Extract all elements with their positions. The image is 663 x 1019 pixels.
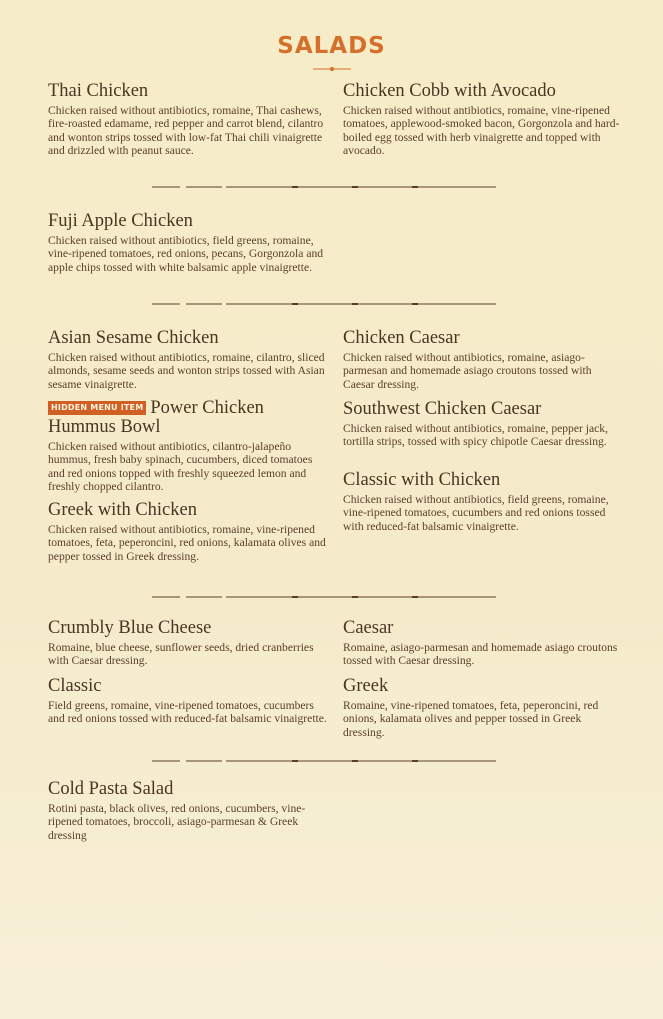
item-name: Greek — [343, 676, 389, 696]
menu-item-greek-chicken — [48, 501, 328, 563]
item-name: Asian Sesame Chicken — [48, 328, 219, 348]
item-name: Classic with Chicken — [343, 470, 501, 490]
section-divider — [152, 302, 496, 306]
item-name: Chicken Cobb with Avocado — [343, 81, 556, 101]
item-name: Cold Pasta Salad — [48, 779, 174, 799]
item-description: Chicken raised without antibiotics, romaine, pepper jack, tortilla strips, tossed with spicy chipotle Caesar dressing. — [343, 422, 608, 449]
item-description: Romaine, blue cheese, sunflower seeds, dried cranberries with Caesar dressing. — [48, 641, 314, 668]
menu-item-cold-pasta — [48, 780, 328, 842]
menu-item-crumbly-blue-cheese — [48, 619, 328, 668]
menu-item-greek — [343, 677, 623, 739]
item-name-line1: Power Chicken — [150, 398, 264, 418]
title-ornament — [313, 66, 351, 72]
item-description: Chicken raised without antibiotics, romaine, vine-ripened tomatoes, applewood-smoked bacon, Gorgonzola and hard-boiled egg tossed with herb vinaigrette and topped with avocado. — [343, 104, 620, 158]
item-description: Chicken raised without antibiotics, romaine, Thai cashews, fire-roasted edamame, red pepper and carrot blend, cilantro and wonton strips tossed with low-fat Thai chili vinaigrette and drizzled with peanut sauce. — [48, 104, 324, 158]
item-description: Chicken raised without antibiotics, field greens, romaine, vine-ripened tomatoes, cucumbers and red onions tossed with reduced-fat balsamic vinaigrette. — [343, 493, 609, 533]
item-name: Southwest Chicken Caesar — [343, 399, 542, 419]
item-name: Crumbly Blue Cheese — [48, 618, 212, 638]
menu-item-fuji-apple — [48, 212, 328, 274]
item-name: Chicken Caesar — [343, 328, 460, 348]
item-name — [48, 399, 328, 437]
item-description: Chicken raised without antibiotics, romaine, asiago-parmesan and homemade asiago croutons tossed with Caesar dressing. — [343, 351, 592, 391]
item-description: Field greens, romaine, vine-ripened tomatoes, cucumbers and red onions tossed with reduced-fat balsamic vinaigrette. — [48, 699, 327, 726]
menu-item-classic-chicken — [343, 471, 623, 533]
item-name: Thai Chicken — [48, 81, 149, 101]
item-description: Romaine, vine-ripened tomatoes, feta, peperoncini, red onions, kalamata olives and pepper tossed in Greek dressing. — [343, 699, 599, 739]
item-description: Chicken raised without antibiotics, cilantro-jalapeño hummus, fresh baby spinach, cucumbers, diced tomatoes and red onions topped with freshly squeezed lemon and freshly chopped cilantro. — [48, 440, 313, 494]
menu-item-chicken-cobb — [343, 82, 623, 158]
menu-item-power-hummus — [48, 399, 328, 494]
item-description: Romaine, asiago-parmesan and homemade asiago croutons tossed with Caesar dressing. — [343, 641, 618, 668]
hidden-menu-badge: HIDDEN MENU ITEM — [48, 401, 146, 415]
item-description: Chicken raised without antibiotics, romaine, vine-ripened tomatoes, feta, peperoncini, red onions, kalamata olives and pepper tossed in Greek dressing. — [48, 523, 326, 563]
item-description: Chicken raised without antibiotics, romaine, cilantro, sliced almonds, sesame seeds and wonton strips tossed with Asian sesame vinaigrette. — [48, 351, 325, 391]
item-description: Chicken raised without antibiotics, field greens, romaine, vine-ripened tomatoes, red onions, pecans, Gorgonzola and apple chips tossed with white balsamic apple vinaigrette. — [48, 234, 324, 274]
section-divider — [152, 759, 496, 763]
section-divider — [152, 185, 496, 189]
menu-item-chicken-caesar — [343, 329, 623, 391]
item-name: Classic — [48, 676, 102, 696]
item-name: Fuji Apple Chicken — [48, 211, 193, 231]
item-description: Rotini pasta, black olives, red onions, cucumbers, vine-ripened tomatoes, broccoli, asiago-parmesan & Greek dressing — [48, 802, 306, 842]
page-title: SALADS — [277, 33, 386, 59]
item-name: Caesar — [343, 618, 394, 638]
item-name: Greek with Chicken — [48, 500, 197, 520]
section-divider — [152, 595, 496, 599]
menu-item-asian-sesame — [48, 329, 328, 391]
menu-item-thai-chicken — [48, 82, 328, 158]
menu-item-southwest-caesar — [343, 400, 623, 449]
menu-item-classic — [48, 677, 328, 726]
menu-item-caesar — [343, 619, 623, 668]
item-name-line2: Hummus Bowl — [48, 417, 161, 437]
